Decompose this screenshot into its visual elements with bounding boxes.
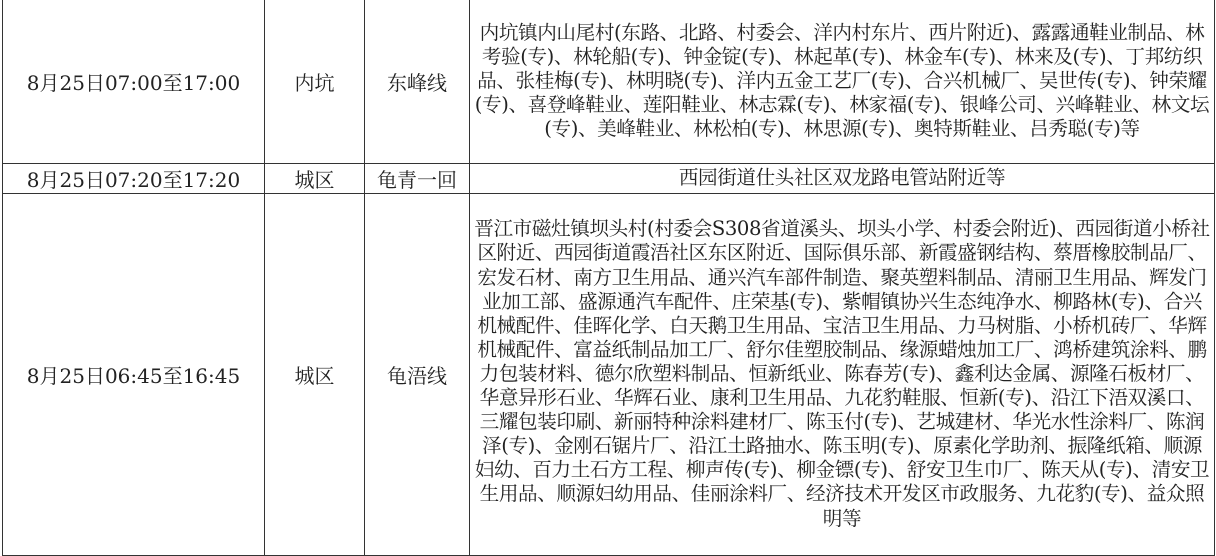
area-cell: 晋江市磁灶镇坝头村(村委会S308省道溪头、坝头小学、村委会附近)、西园街道小桥社区附近、西园街道霞浯社区东区附近、国际俱乐部、新霞盛钢结构、蔡厝橡胶制品厂、宏发石材、南方卫生用品、通兴汽车部件制造、聚英塑料制品、清丽卫生用品、辉发门业加工部、盛源通汽车配件、庄荣基(专)、紫帽镇协兴生态纯净水、柳路林(专)、合兴机械配件、佳晖化学、白天鹅卫生用品、宝洁卫生用品、力马树脂、小桥机砖厂、华辉机械配件、富益纸制品加工厂、舒尔佳塑胶制品、缘源蜡烛加工厂、鸿桥建筑涂料、鹏力包装材料、德尔欣塑料制品、恒新纸业、陈春芳(专)、鑫利达金属、源隆石板材厂、华意异形石业、华辉石业、康利卫生用品、九花豹鞋服、恒新(专)、沿江下浯双溪口、三耀包装印刷、新丽特种涂料建材厂、陈玉付(专)、艺城建材、华光水性涂料厂、陈润泽(专)、金刚石锯片厂、沿江土路抽水、陈玉明(专)、原素化学助剂、振隆纸箱、顺源妇幼、百力土石方工程、柳声传(专)、柳金镖(专)、舒安卫生巾厂、陈天从(专)、清安卫生用品、顺源妇幼用品、佳丽涂料厂、经济技术开发区市政服务、九花豹(专)、益众照明等 — [470, 194, 1215, 556]
line-cell: 龟浯线 — [365, 194, 470, 556]
area-cell: 西园街道仕头社区双龙路电管站附近等 — [470, 164, 1215, 194]
district-cell: 城区 — [265, 164, 365, 194]
line-cell: 东峰线 — [365, 0, 470, 164]
time-cell: 8月25日06:45至16:45 — [3, 194, 265, 556]
table-row — [3, 164, 1215, 194]
table-row — [3, 194, 1215, 556]
district-cell: 内坑 — [265, 0, 365, 164]
district-cell: 城区 — [265, 194, 365, 556]
time-cell: 8月25日07:00至17:00 — [3, 0, 265, 164]
time-cell: 8月25日07:20至17:20 — [3, 164, 265, 194]
table-row — [3, 0, 1215, 164]
power-outage-table — [2, 0, 1215, 556]
area-cell: 内坑镇内山尾村(东路、北路、村委会、洋内村东片、西片附近)、露露通鞋业制品、林考验(专)、林轮船(专)、钟金锭(专)、林起革(专)、林金车(专)、林来及(专)、丁邦纺织品、张桂梅(专)、林明晓(专)、洋内五金工艺厂(专)、合兴机械厂、吴世传(专)、钟荣耀(专)、喜登峰鞋业、莲阳鞋业、林志霖(专)、林家福(专)、银峰公司、兴峰鞋业、林文坛(专)、美峰鞋业、林松柏(专)、林思源(专)、奥特斯鞋业、吕秀聪(专)等 — [470, 0, 1215, 164]
line-cell: 龟青一回 — [365, 164, 470, 194]
